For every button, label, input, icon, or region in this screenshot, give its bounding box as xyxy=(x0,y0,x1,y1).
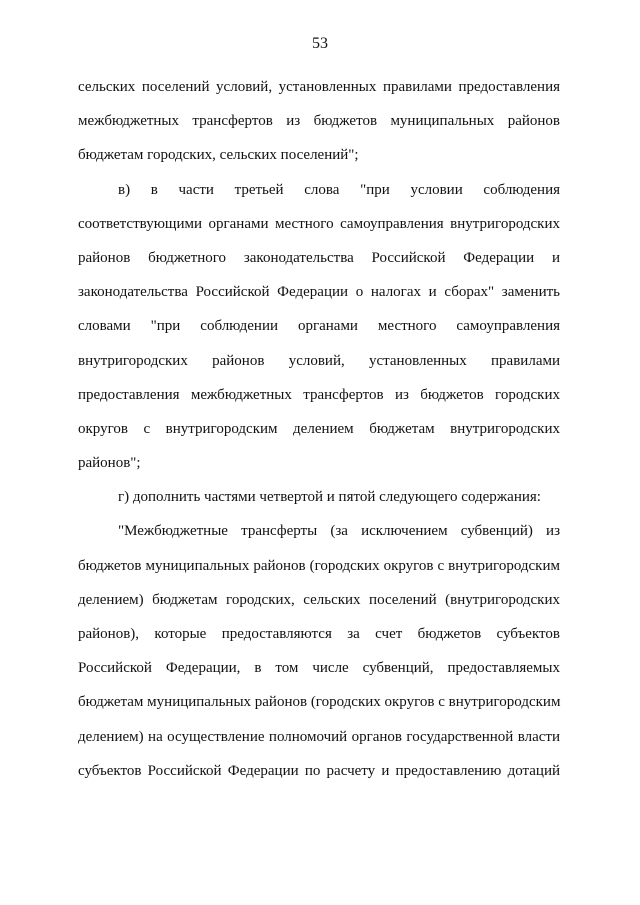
text-line: внутригородских районов условий, установленных правилами xyxy=(78,352,560,369)
text-line: делением) бюджетам городских, сельских поселений (внутригородских xyxy=(78,591,560,608)
text-line: законодательства Российской Федерации о налогах и сборах" заменить xyxy=(78,284,560,301)
text-line: делением) на осуществление полномочий органов государственной власти xyxy=(78,728,560,745)
text-line: бюджетам муниципальных районов (городских округов с внутригородским xyxy=(78,694,561,711)
text-line: сельских поселений условий, установленных правилами предоставления xyxy=(78,79,560,95)
text-line: районов"; xyxy=(78,455,141,472)
text-line: бюджетам городских, сельских поселений"; xyxy=(78,147,359,164)
text-line: районов бюджетного законодательства Российской Федерации и xyxy=(78,249,560,266)
text-line: соответствующими органами местного самоуправления внутригородских xyxy=(78,215,560,232)
document-body xyxy=(78,70,560,788)
text-line: субъектов Российской Федерации по расчету и предоставлению дотаций xyxy=(78,762,560,779)
text-line: бюджетов муниципальных районов (городских округов с внутригородским xyxy=(78,557,560,574)
text-line: Российской Федерации, в том числе субвенций, предоставляемых xyxy=(78,660,560,677)
text-line: словами "при соблюдении органами местного самоуправления xyxy=(78,318,560,335)
text-line: предоставления межбюджетных трансфертов из бюджетов городских xyxy=(78,386,560,403)
text-line: межбюджетных трансфертов из бюджетов муниципальных районов xyxy=(78,113,560,130)
paragraph-start-line: в) в части третьей слова "при условии соблюдения xyxy=(118,181,560,198)
paragraph-start-line: г) дополнить частями четвертой и пятой следующего содержания: xyxy=(118,489,541,506)
text-line: районов), которые предоставляются за счет бюджетов субъектов xyxy=(78,626,560,642)
page-number: 53 xyxy=(312,35,328,52)
paragraph-start-line: "Межбюджетные трансферты (за исключением субвенций) из xyxy=(118,523,560,540)
text-line: округов с внутригородским делением бюджетам внутригородских xyxy=(78,420,560,437)
